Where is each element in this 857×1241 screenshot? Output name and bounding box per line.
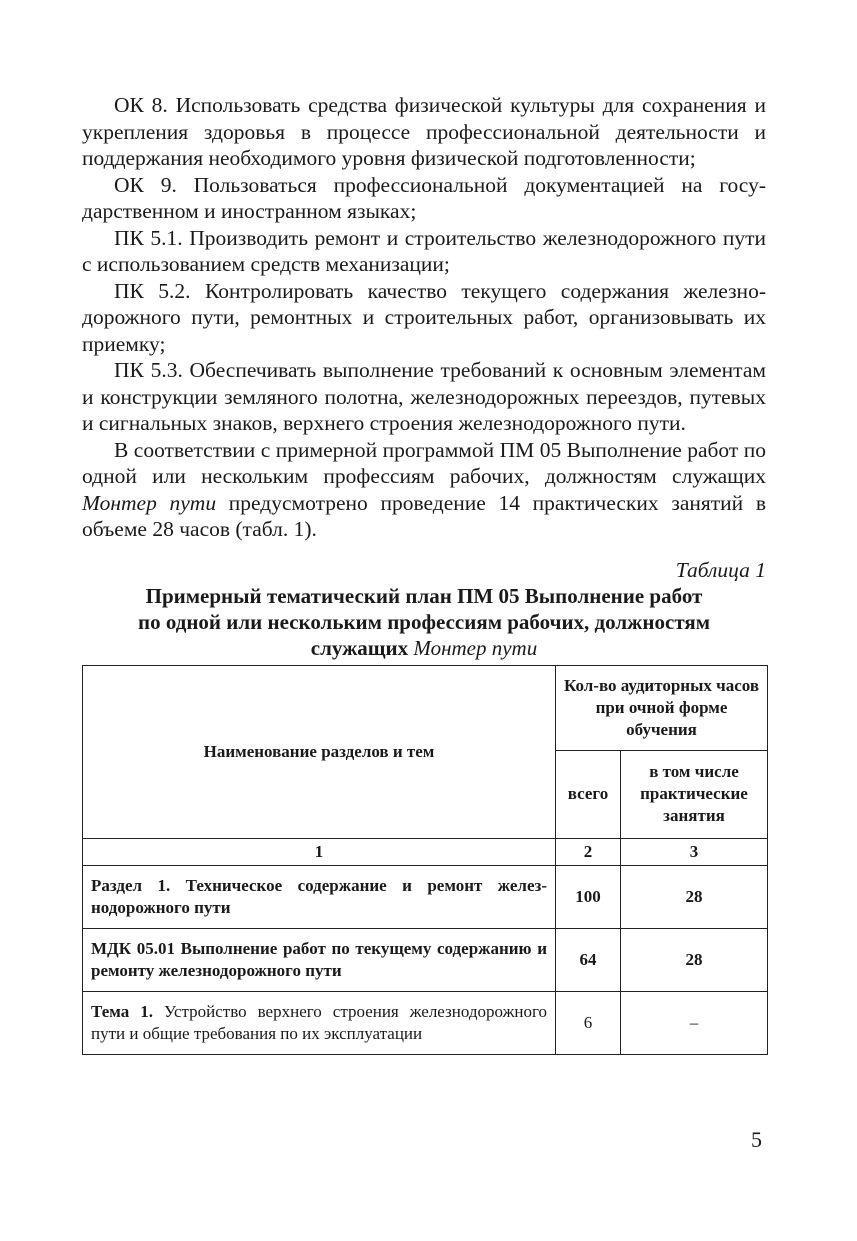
paragraph-pk52: ПК 5.2. Контролировать качество текущего содержания железнодорожного пути, ремонтных и строительных работ, организовывать их приемку; <box>82 278 766 356</box>
table-title <box>82 583 766 661</box>
thematic-plan-table <box>82 665 768 1055</box>
row-practical: 28 <box>621 865 768 928</box>
row-practical: – <box>621 991 768 1054</box>
page-number: 5 <box>751 1127 762 1152</box>
column-numbers-row <box>83 838 768 865</box>
table-row <box>83 928 768 991</box>
row-name: МДК 05.01 Выполнение работ по текущему содержанию и ремонту железнодорожного пути <box>83 928 556 991</box>
program-text-before: В соответствии с примерной программой ПМ 05 Выполнение работ по одной или нескольким профессиям рабочих, должностям служащих <box>82 437 766 488</box>
program-text-after: предусмотрено проведение 14 практических занятий в объеме 28 часов (табл. 1). <box>82 490 766 541</box>
paragraph-program <box>82 437 766 543</box>
paragraph-ok8: ОК 8. Использовать средства физической культуры для сохранения и укрепления здоровья в процессе профессиональной деятельности и поддержания необходимого уровня физической подготовленности; <box>82 93 766 170</box>
paragraph-pk53: ПК 5.3. Обеспечивать выполнение требований к основным элементам и конструкции земляного полотна, железнодорожных переездов, путевых и сигнальных знаков, верхнего строения железнодорожного пути. <box>82 358 766 435</box>
header-hours: Кол-во аудиторных часов при очной форме обучения <box>556 665 768 750</box>
table-caption: Таблица 1 <box>675 557 766 582</box>
header-name: Наименование разделов и тем <box>83 665 556 838</box>
table-row <box>83 991 768 1054</box>
table-title-line1: Примерный тематический план ПМ 05 Выполнение работ <box>145 583 703 608</box>
table-title-line2: по одной или нескольким профессиям рабочих, должностям <box>137 609 711 634</box>
paragraph-ok9: ОК 9. Пользоваться профессиональной документацией на государственном и иностранном языках; <box>82 172 766 223</box>
page-content <box>82 92 766 1055</box>
table-title-italic: Монтер пути <box>413 635 538 660</box>
row-total: 6 <box>556 991 621 1054</box>
header-practical: в том числе практические занятия <box>621 750 768 838</box>
paragraph-pk51: ПК 5.1. Производить ремонт и строительство железнодорожного пути с использованием средств механизации; <box>82 225 766 276</box>
row-total: 64 <box>556 928 621 991</box>
table-title-line3: служащих Монтер пути <box>310 635 538 660</box>
row-name <box>83 991 556 1054</box>
row-prefix: Тема 1. <box>91 1001 153 1021</box>
program-text-italic: Монтер пути <box>82 490 217 515</box>
header-total: всего <box>556 750 621 838</box>
row-practical: 28 <box>621 928 768 991</box>
row-name: Раздел 1. Техническое содержание и ремонт железнодорожного пути <box>83 865 556 928</box>
column-number: 1 <box>83 838 556 865</box>
column-number: 3 <box>621 838 768 865</box>
row-total: 100 <box>556 865 621 928</box>
table-row <box>83 865 768 928</box>
column-number: 2 <box>556 838 621 865</box>
row-name-text: Устройство верхнего строения железнодорожного пути и общие требования по их эксплуатации <box>91 1001 548 1043</box>
